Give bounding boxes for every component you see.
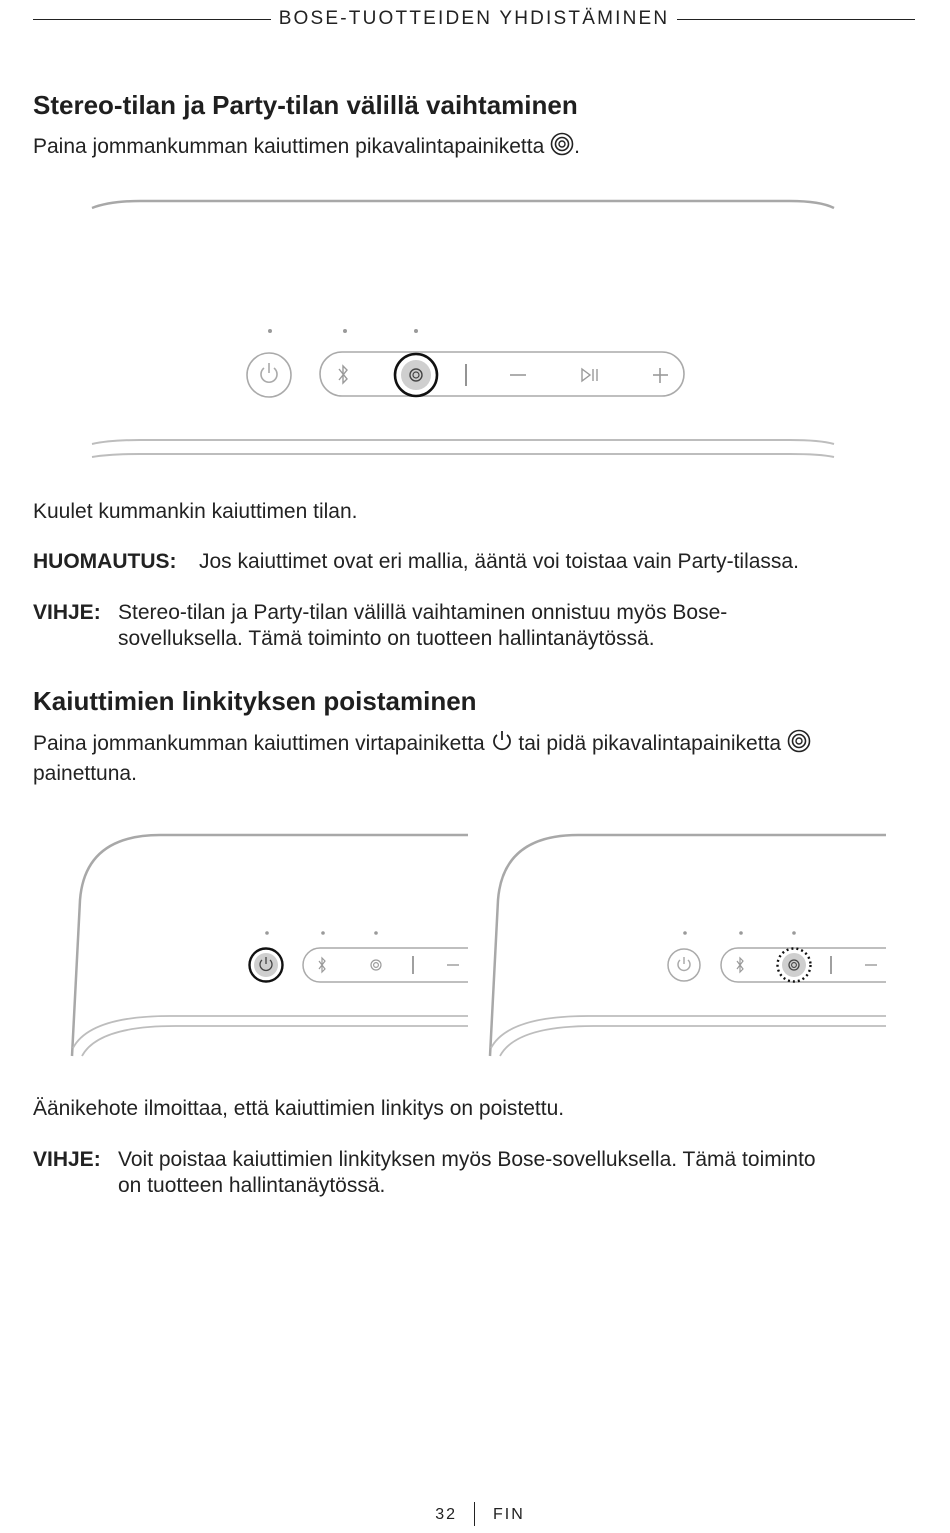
shortcut-button-hold bbox=[778, 949, 811, 982]
speaker-top-illustration bbox=[0, 190, 950, 470]
bluetooth-icon bbox=[339, 366, 347, 383]
note-block bbox=[33, 549, 923, 577]
led-indicator bbox=[343, 329, 347, 333]
section-heading-stereo-party: Stereo-tilan ja Party-tilan välillä vaihtaminen bbox=[33, 90, 578, 120]
tip-line: sovelluksella. Tämä toiminto on tuotteen hallintanäytössä. bbox=[118, 627, 655, 650]
tip-label: VIHJE: bbox=[33, 1148, 101, 1171]
language-code: FIN bbox=[493, 1506, 525, 1523]
led-indicator bbox=[268, 329, 272, 333]
speaker-corner-illustrations bbox=[0, 820, 950, 1065]
instruction-end: . bbox=[574, 135, 580, 158]
header-title: BOSE-TUOTTEIDEN YHDISTÄMINEN bbox=[278, 8, 670, 29]
control-bar bbox=[320, 352, 684, 396]
speaker-corner-left bbox=[72, 835, 468, 1056]
power-icon bbox=[491, 729, 513, 760]
instruction-unlink bbox=[33, 729, 923, 787]
speaker-corner-right bbox=[490, 835, 886, 1056]
page-header bbox=[33, 6, 915, 34]
page-footer bbox=[0, 1500, 950, 1530]
note-label: HUOMAUTUS: bbox=[33, 550, 177, 573]
result-text-1: Kuulet kummankin kaiuttimen tilan. bbox=[33, 500, 358, 523]
instruction-text: Paina jommankumman kaiuttimen virtapainiketta bbox=[33, 732, 485, 755]
tip-block-1 bbox=[33, 600, 923, 654]
instruction-text: Paina jommankumman kaiuttimen pikavalintapainiketta bbox=[33, 135, 545, 158]
shortcut-button-highlighted bbox=[395, 354, 437, 396]
tip-line: Voit poistaa kaiuttimien linkityksen myös Bose-sovelluksella. Tämä toiminto bbox=[118, 1148, 816, 1171]
shortcut-button-icon bbox=[787, 729, 811, 760]
note-text: Jos kaiuttimet ovat eri mallia, ääntä voi toistaa vain Party-tilassa. bbox=[199, 550, 799, 573]
led-indicator bbox=[414, 329, 418, 333]
tip-block-2 bbox=[33, 1147, 923, 1201]
section-heading-unlink: Kaiuttimien linkityksen poistaminen bbox=[33, 686, 477, 716]
page-number: 32 bbox=[435, 1506, 457, 1523]
instruction-text: painettuna. bbox=[33, 762, 137, 785]
instruction-stereo-party bbox=[33, 132, 580, 163]
tip-line: on tuotteen hallintanäytössä. bbox=[118, 1174, 386, 1197]
result-text-2: Äänikehote ilmoittaa, että kaiuttimien linkitys on poistettu. bbox=[33, 1097, 565, 1120]
footer-divider bbox=[474, 1502, 475, 1526]
volume-up-icon bbox=[653, 368, 668, 383]
power-button-highlighted bbox=[250, 949, 283, 982]
power-button bbox=[247, 353, 291, 397]
tip-label: VIHJE: bbox=[33, 601, 101, 624]
instruction-text: tai pidä pikavalintapainiketta bbox=[518, 732, 782, 755]
play-pause-icon bbox=[582, 369, 597, 381]
shortcut-button-icon bbox=[550, 132, 574, 163]
tip-line: Stereo-tilan ja Party-tilan välillä vaihtaminen onnistuu myös Bose- bbox=[118, 601, 728, 624]
header-rule-right bbox=[677, 19, 915, 20]
